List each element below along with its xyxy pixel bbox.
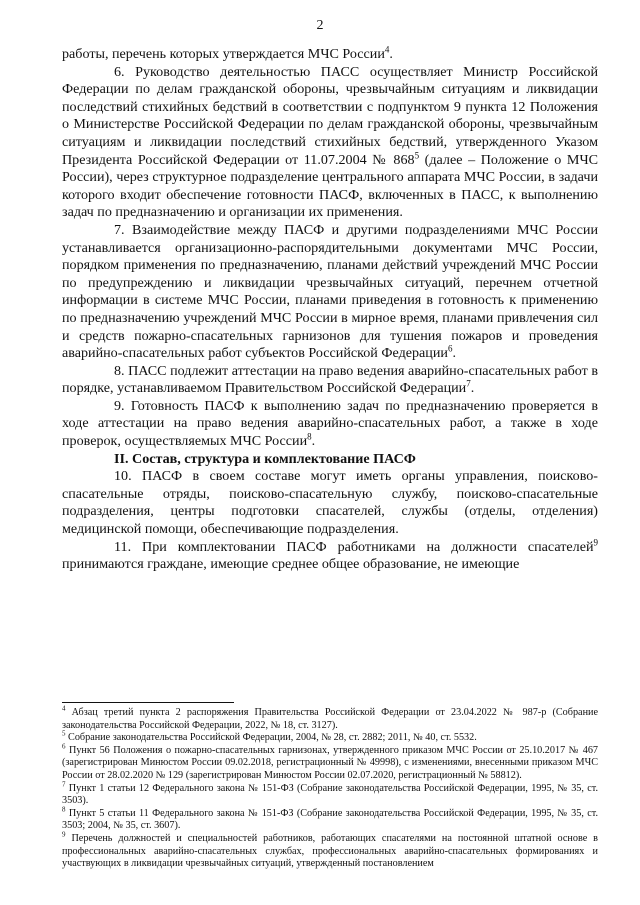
paragraph-text: 9. Готовность ПАСФ к выполнению задач по предназначению проверяется в ходе аттестации на право ведения аварийно-спасательных работ, а также в ходе проверок, осуществляемых МЧС России	[62, 397, 598, 450]
footnote-mark: 8	[62, 805, 66, 814]
paragraph-10: 10. ПАСФ в своем составе могут иметь органы управления, поисково-спасательные отряды, поисково-спасательную службу, поисково-спасательные подразделения, центры подготовки спасателей, службы (отделы, отделения) медицинской помощи, обеспечивающие подразделения.	[62, 468, 598, 538]
page-number: 2	[316, 18, 324, 33]
paragraph-end: .	[470, 380, 475, 397]
footnote-ref-9[interactable]: 9	[593, 536, 598, 547]
footnote-text: Пункт 56 Положения о пожарно-спасательных гарнизонах, утвержденного приказом МЧС России от 25.10.2017 № 467 (зарегистрирован Минюстом России 09.02.2018, регистрационный № 49998), с изменениями, внесенными приказом МЧС России от 28.02.2020 № 129 (зарегистрирован Минюстом России 02.07.2020, регистрационный № 58812).	[62, 744, 598, 781]
paragraph-text: 7. Взаимодействие между ПАСФ и другими подразделениями МЧС России устанавливается организационно-распорядительными документами МЧС России, порядком применения по предназначению, планами действий учреждений МЧС России по предупреждению и ликвидации чрезвычайных ситуаций, перечнем отчетной информации в системе МЧС России, планами приведения в готовность к применению по предназначению учреждений МЧС России в мирное время, планами привлечения сил и средств пожарно-спасательных гарнизонов для тушения пожаров и проведения аварийно-спасательных работ субъектов Российской Федерации	[62, 221, 598, 362]
footnote-mark: 9	[62, 830, 66, 839]
paragraph-6	[62, 64, 598, 222]
paragraph-end: .	[389, 46, 393, 62]
footnote-text: Абзац третий пункта 2 распоряжения Правительства Российской Федерации от 23.04.2022 № 987-р (Собрание законодательства Российской Федерации, 2022, № 18, ст. 3127).	[62, 707, 598, 731]
paragraph-9	[62, 398, 598, 451]
footnote-ref-6[interactable]: 6	[447, 343, 453, 354]
footnote-mark: 6	[62, 742, 66, 751]
footnote-text: Собрание законодательства Российской Федерации, 2004, № 28, ст. 2882; 2011, № 40, ст. 5532.	[65, 732, 477, 744]
paragraph-text-cont: принимаются граждане, имеющие среднее общее образование, не имеющие	[62, 556, 520, 573]
paragraph-8	[62, 363, 598, 398]
footnote-divider	[62, 702, 234, 703]
footnote-mark: 7	[62, 780, 66, 789]
footnote-mark: 5	[62, 729, 66, 738]
paragraph-7	[62, 222, 598, 363]
footnote-6	[62, 742, 598, 783]
paragraph-end: .	[311, 433, 316, 450]
footnote-ref-4[interactable]: 4	[384, 44, 390, 55]
footnote-ref-8[interactable]: 8	[307, 431, 312, 442]
footnote-ref-5[interactable]: 5	[414, 149, 420, 160]
footnote-8	[62, 805, 598, 833]
paragraph-11	[62, 536, 598, 574]
body-text	[62, 46, 598, 574]
footnote-4	[62, 704, 598, 732]
footnote-5	[62, 729, 598, 745]
footnote-7	[62, 780, 598, 808]
footnote-mark: 4	[62, 704, 66, 713]
footnote-ref-7[interactable]: 7	[466, 378, 471, 389]
paragraph-text: 8. ПАСС подлежит аттестации на право ведения аварийно-спасательных работ в порядке, устанавливаемом Правительством Российской Федерации	[62, 362, 598, 397]
footnote-text: Перечень должностей и специальностей работников, работающих спасателями на постоянной штатной основе в профессиональных аварийно-спасательных службах, профессиональных аварийно-спасательных формированиях и участвующих в ликвидации чрезвычайных ситуаций, утвержденный постановлением	[62, 832, 598, 870]
paragraph-continuation	[62, 46, 598, 64]
footnote-9	[62, 830, 598, 871]
footnotes	[62, 704, 598, 871]
paragraph-text-cont: (далее – Положение о МЧС России), через структурное подразделение центрального аппарата МЧС России, в задачи которого входит обеспечение готовности ПАСФ, включенных в ПАСС, к выполнению задач по предназначению и организации их применения.	[62, 151, 599, 221]
footnote-text: Пункт 1 статьи 12 Федерального закона № 151-ФЗ (Собрание законодательства Российской Федерации, 1995, № 35, ст. 3503).	[62, 782, 598, 807]
paragraph-end: .	[452, 345, 456, 362]
paragraph-text: работы, перечень которых утверждается МЧС России	[62, 46, 385, 62]
section-heading: II. Состав, структура и комплектование ПАСФ	[114, 450, 416, 467]
paragraph-text: 6. Руководство деятельностью ПАСС осуществляет Министр Российской Федерации по делам гражданской обороны, чрезвычайным ситуациям и ликвидации последствий стихийных бедствий в соответствии с подпунктом 9 пункта 12 Положения о Министерстве Российской Федерации по делам гражданской обороны, чрезвычайным ситуациям и ликвидации последствий стихийных бедствий, утвержденного Указом Президента Российской Федерации от 11.07.2004 № 868	[62, 63, 598, 168]
footnote-text: Пункт 5 статьи 11 Федерального закона № 151-ФЗ (Собрание законодательства Российской Федерации, 1995, № 35, ст. 3503; 2004, № 35, ст. 3607).	[62, 807, 598, 832]
paragraph-text: 11. При комплектовании ПАСФ работниками на должности спасателей	[114, 538, 594, 555]
